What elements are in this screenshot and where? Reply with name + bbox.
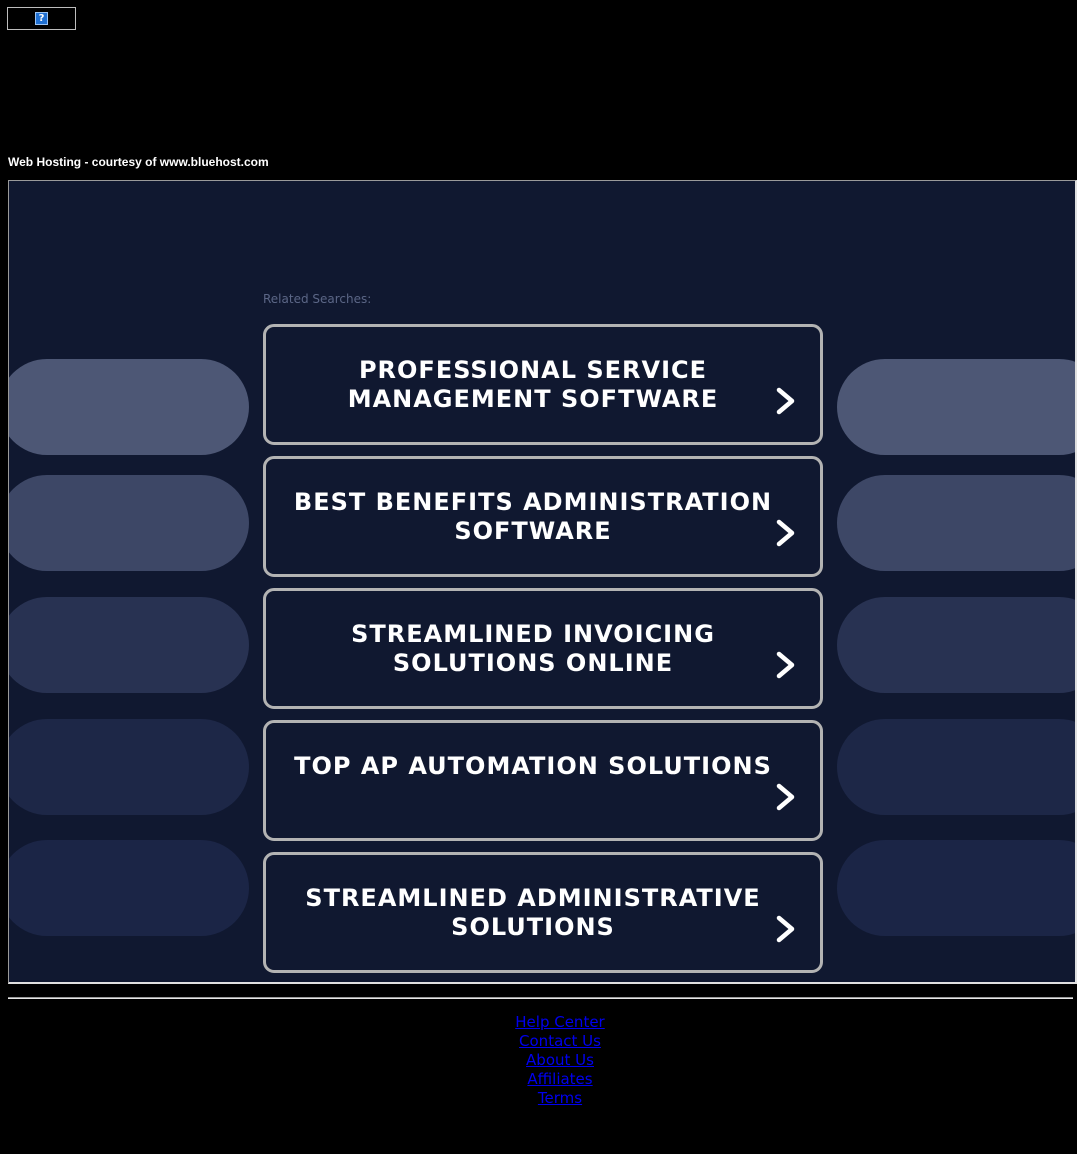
footer-link-contact-us[interactable]: Contact Us (519, 1032, 601, 1050)
result-label: BEST BENEFITS ADMINISTRATION SOFTWARE (293, 487, 773, 545)
result-label: TOP AP AUTOMATION SOLUTIONS (294, 751, 772, 780)
footer-link-help-center[interactable]: Help Center (515, 1013, 605, 1031)
hosting-credit: Web Hosting - courtesy of www.bluehost.com (8, 155, 269, 169)
chevron-right-icon (774, 519, 798, 547)
related-searches-label: Related Searches: (263, 292, 372, 306)
result-link-1[interactable] (263, 324, 823, 445)
footer-links (0, 1013, 1077, 1108)
side-pill-right-5 (837, 840, 1077, 936)
result-link-5[interactable] (263, 852, 823, 973)
result-label: STREAMLINED INVOICING SOLUTIONS ONLINE (351, 619, 715, 677)
result-label: PROFESSIONAL SERVICE MANAGEMENT SOFTWARE (347, 355, 719, 413)
result-link-4[interactable] (263, 720, 823, 841)
chevron-right-icon (774, 651, 798, 679)
related-searches-panel (8, 180, 1077, 984)
side-pill-right-3 (837, 597, 1077, 693)
footer-link-affiliates[interactable]: Affiliates (527, 1070, 593, 1088)
chevron-right-icon (774, 387, 798, 415)
side-pill-left-3 (8, 597, 249, 693)
footer-link-about-us[interactable]: About Us (526, 1051, 594, 1069)
footer-divider (8, 997, 1073, 999)
chevron-right-icon (774, 915, 798, 943)
footer-link-terms[interactable]: Terms (537, 1089, 583, 1107)
side-pill-right-4 (837, 719, 1077, 815)
result-link-2[interactable] (263, 456, 823, 577)
result-link-3[interactable] (263, 588, 823, 709)
broken-image (7, 7, 76, 30)
chevron-right-icon (774, 783, 798, 811)
side-pill-left-5 (8, 840, 249, 936)
side-pill-right-2 (837, 475, 1077, 571)
side-pill-left-4 (8, 719, 249, 815)
side-pill-left-2 (8, 475, 249, 571)
side-pill-right-1 (837, 359, 1077, 455)
side-pill-left-1 (8, 359, 249, 455)
broken-image-icon: ? (35, 12, 48, 25)
result-label: STREAMLINED ADMINISTRATIVE SOLUTIONS (305, 883, 761, 941)
